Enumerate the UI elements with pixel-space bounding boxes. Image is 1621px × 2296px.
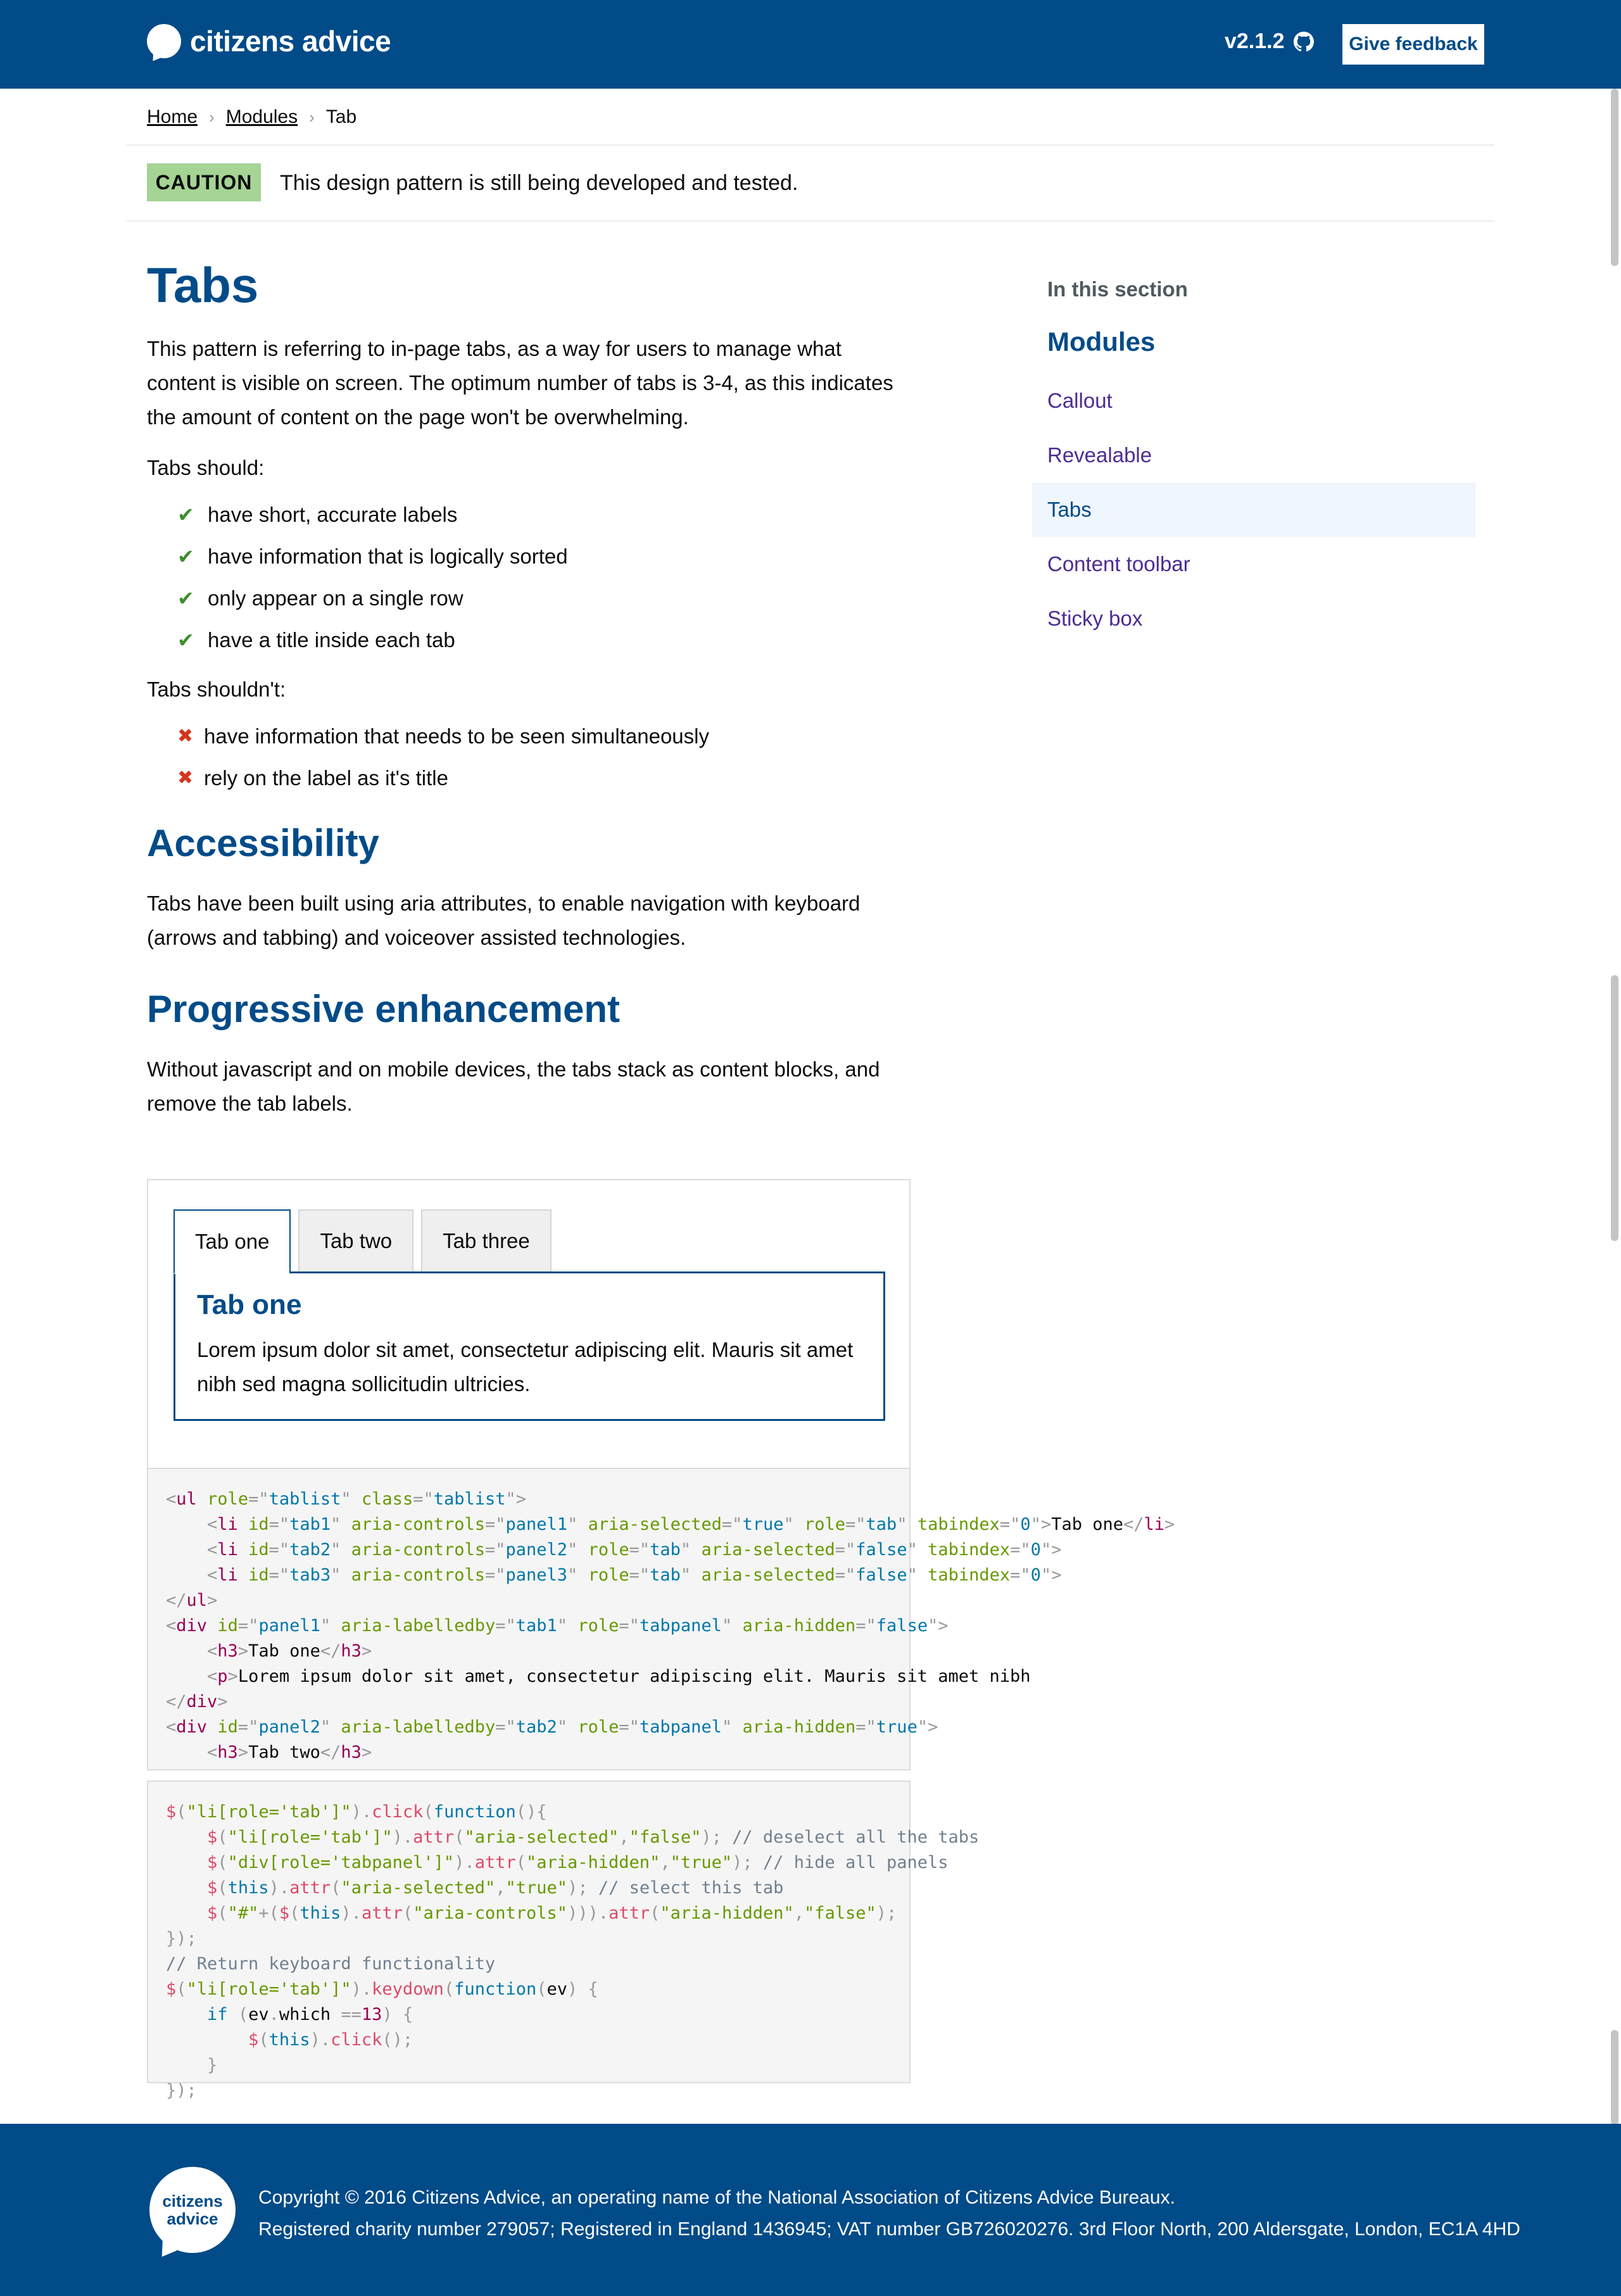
nav-item-callout[interactable]: Callout <box>1047 389 1113 412</box>
footer-logo-line2: advice <box>167 2209 218 2228</box>
caution-message: This design pattern is still being developed and tested. <box>280 171 798 195</box>
section-nav <box>1032 274 1475 646</box>
tab-panel <box>173 1271 885 1421</box>
logo-text: citizens advice <box>190 25 391 58</box>
js-code-block[interactable]: $("li[role='tab']").click(function(){ $("li[role='tab']").attr("aria-selected","false"); // deselect all the tabs $("div[role='tabpanel']").attr("aria-hidden","true"); // hide all panels $(this).attr("aria-selected","true"); // select this tab $("#"+($(this).attr("aria-controls"))).attr("aria-hidden","false"); }); // Return keyboard functionality $("li[role='tab']").keydown(function(ev) { if (ev.which ==13) { $(this).click(); } }); <box>147 1781 911 2083</box>
nav-item-tabs[interactable]: Tabs <box>1032 483 1475 537</box>
version-link[interactable] <box>1225 29 1314 54</box>
tick-icon: ✔ <box>177 545 194 568</box>
chevron-right-icon: › <box>209 107 215 127</box>
tab-three[interactable]: Tab three <box>421 1209 552 1273</box>
shouldnt-list <box>177 716 913 799</box>
footer-logo[interactable] <box>149 2167 236 2253</box>
breadcrumb-current: Tab <box>325 106 357 127</box>
footer-legal <box>258 2182 1520 2245</box>
tablist <box>173 1209 552 1274</box>
list-item: ✖ have information that needs to be seen simultaneously <box>177 716 913 757</box>
footer-logo-line1: citizens <box>162 2192 223 2211</box>
section-nav-heading[interactable]: Modules <box>1047 327 1156 356</box>
nav-item-revealable[interactable]: Revealable <box>1047 443 1152 467</box>
tab-one[interactable]: Tab one <box>173 1209 291 1274</box>
breadcrumb-home[interactable]: Home <box>147 106 198 127</box>
section-nav-label: In this section <box>1047 277 1188 301</box>
breadcrumb <box>147 103 356 132</box>
tab-two[interactable]: Tab two <box>298 1209 413 1273</box>
github-icon <box>1294 32 1314 52</box>
shouldnt-label: Tabs shouldn't: <box>147 678 286 701</box>
caution-badge: CAUTION <box>147 163 261 201</box>
version-label: v2.1.2 <box>1225 29 1285 53</box>
nav-item-sticky-box[interactable]: Sticky box <box>1047 607 1143 630</box>
speech-bubble-icon <box>147 24 181 58</box>
html-code-block[interactable]: <ul role="tablist" class="tablist"> <li id="tab1" aria-controls="panel1" aria-selected="true" role="tab" tabindex="0">Tab one</li> <li id="tab2" aria-controls="panel2" role="tab" aria-selected="false" tabindex="0"> <li id="tab3" aria-controls="panel3" role="tab" aria-selected="false" tabindex="0"> </ul> <div id="panel1" aria-labelledby="tab1" role="tabpanel" aria-hidden="false"> <h3>Tab one</h3> <p>Lorem ipsum dolor sit amet, consectetur adipiscing elit. Mauris sit amet nibh </div> <div id="panel2" aria-labelledby="tab2" role="tabpanel" aria-hidden="true"> <h3>Tab two</h3> <box>147 1468 911 1770</box>
scrollbar-thumb[interactable] <box>1611 975 1618 1241</box>
tick-icon: ✔ <box>177 587 194 610</box>
panel-text: Lorem ipsum dolor sit amet, consectetur adipiscing elit. Mauris sit amet nibh sed magna sollicitudin ultricies. <box>197 1338 854 1396</box>
tick-icon: ✔ <box>177 503 194 526</box>
list-item: ✔ only appear on a single row <box>177 577 913 619</box>
list-item: ✔ have information that is logically sorted <box>177 536 913 577</box>
tabs-example <box>147 1179 911 1469</box>
scrollbar-thumb[interactable] <box>1611 2030 1618 2125</box>
site-footer <box>0 2124 1621 2296</box>
should-list <box>177 494 913 661</box>
site-header <box>0 0 1621 89</box>
tick-icon: ✔ <box>177 629 194 652</box>
panel-title: Tab one <box>197 1289 302 1320</box>
chevron-right-icon: › <box>309 107 315 127</box>
give-feedback-button[interactable]: Give feedback <box>1342 24 1484 65</box>
copyright-text: Copyright © 2016 Citizens Advice, an operating name of the National Association of Citizens Advice Bureaux. <box>258 2187 1175 2208</box>
divider <box>127 144 1494 146</box>
cross-icon: ✖ <box>177 726 194 747</box>
site-logo[interactable] <box>147 20 391 62</box>
accessibility-heading: Accessibility <box>147 822 379 864</box>
intro-paragraph: This pattern is referring to in-page tabs, as a way for users to manage what content is visible on screen. The optimum number of tabs is 3-4, as this indicates the amount of content on the page won't be overwhelming. <box>147 337 893 429</box>
cross-icon: ✖ <box>177 767 194 788</box>
list-item: ✖ rely on the label as it's title <box>177 757 913 799</box>
list-item: ✔ have short, accurate labels <box>177 494 913 536</box>
accessibility-paragraph: Tabs have been built using aria attributes, to enable navigation with keyboard (arrows and tabbing) and voiceover assisted technologies. <box>147 892 861 949</box>
breadcrumb-modules[interactable]: Modules <box>225 106 298 127</box>
main-content <box>147 253 913 1133</box>
progressive-paragraph: Without javascript and on mobile devices, the tabs stack as content blocks, and remove the tab labels. <box>147 1057 880 1115</box>
nav-item-content-toolbar[interactable]: Content toolbar <box>1047 552 1190 576</box>
list-item: ✔ have a title inside each tab <box>177 619 913 661</box>
page-title: Tabs <box>147 257 259 313</box>
should-label: Tabs should: <box>147 456 265 479</box>
divider <box>127 220 1494 222</box>
scrollbar-thumb[interactable] <box>1611 89 1618 266</box>
registration-text: Registered charity number 279057; Registered in England 1436945; VAT number GB726020276. 3rd Floor North, 200 Aldersgate, London, EC1A 4HD <box>258 2219 1520 2240</box>
progressive-heading: Progressive enhancement <box>147 988 620 1030</box>
